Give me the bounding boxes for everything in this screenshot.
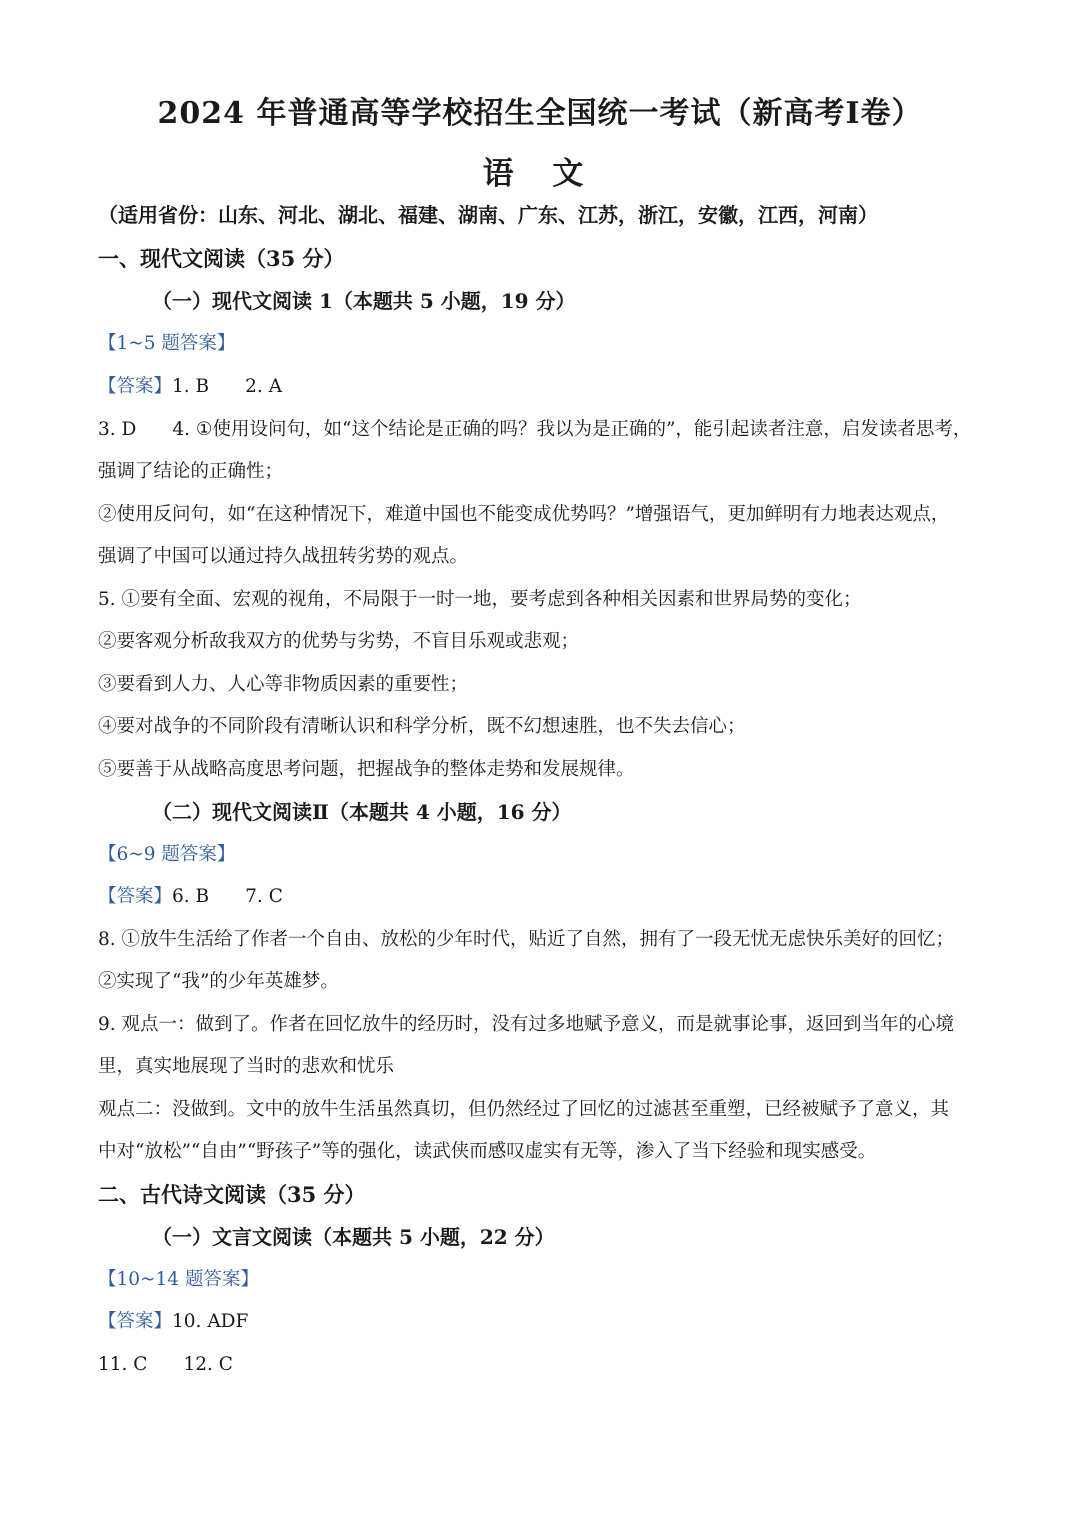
answer-range-tag: 【6~9 题答案】 (98, 844, 236, 865)
part-heading-modern-reading-2: （二）现代文阅读Ⅱ（本题共 4 小题，16 分） (152, 800, 572, 824)
exam-title: 2024 年普通高等学校招生全国统一考试（新高考Ⅰ卷） (157, 96, 923, 131)
answer-line (98, 884, 988, 910)
answer-range-tag: 【1~5 题答案】 (98, 333, 236, 354)
answer-line (98, 374, 988, 400)
answer-5-part: ④要对战争的不同阶段有清晰认识和科学分析，既不幻想速胜，也不失去信心； (98, 716, 746, 737)
answer-12: 12. C (183, 1354, 233, 1375)
answer-9-part: 里，真实地展现了当时的悲欢和忧乐 (98, 1056, 395, 1077)
answer-tag: 【答案】 (98, 376, 173, 397)
answer-2: 2. A (245, 376, 283, 397)
section-heading-modern-reading: 一、现代文阅读（35 分） (98, 246, 345, 271)
answer-5-part: ⑤要善于从战略高度思考问题，把握战争的整体走势和发展规律。 (98, 759, 635, 780)
answer-11: 11. C (98, 1354, 148, 1375)
answer-line (98, 417, 988, 443)
answer-4-part: 强调了结论的正确性； (98, 461, 284, 482)
subject-title: 语 文 (482, 156, 598, 192)
applicable-provinces: （适用省份：山东、河北、湖北、福建、湖南、广东、江苏，浙江，安徽，江西，河南） (98, 203, 878, 227)
answer-5-part: ③要看到人力、人心等非物质因素的重要性； (98, 674, 469, 695)
answer-5-part: ②要客观分析敌我双方的优势与劣势，不盲目乐观或悲观； (98, 631, 580, 652)
answer-line (98, 1352, 988, 1378)
answer-6: 6. B (172, 886, 210, 907)
part-heading-modern-reading-1: （一）现代文阅读 1（本题共 5 小题，19 分） (152, 289, 576, 313)
answer-4-part: ②使用反问句，如“在这种情况下，难道中国也不能变成优势吗？”增强语气，更加鲜明有力地表达观点， (98, 504, 950, 525)
part-heading-classical-prose: （一）文言文阅读（本题共 5 小题，22 分） (152, 1225, 555, 1249)
answer-5-part: 5. ①要有全面、宏观的视角，不局限于一时一地，要考虑到各种相关因素和世界局势的变化； (98, 589, 862, 610)
answer-8-part: 8. ①放牛生活给了作者一个自由、放松的少年时代，贴近了自然，拥有了一段无忧无虑快乐美好的回忆； (98, 929, 955, 950)
answer-4-part: 4. ①使用设问句，如“这个结论是正确的吗？我以为是正确的”，能引起读者注意，启发读者思考， (172, 419, 972, 440)
answer-10: 10. ADF (172, 1311, 249, 1332)
answer-line (98, 1309, 988, 1335)
answer-8-part: ②实现了“我”的少年英雄梦。 (98, 971, 339, 992)
answer-7: 7. C (245, 886, 283, 907)
section-heading-classical-reading: 二、古代诗文阅读（35 分） (98, 1182, 366, 1207)
answer-tag: 【答案】 (98, 1311, 173, 1332)
answer-tag: 【答案】 (98, 886, 173, 907)
answer-range-tag: 【10~14 题答案】 (98, 1269, 259, 1290)
answer-3: 3. D (98, 419, 137, 440)
answer-9-part: 9. 观点一：做到了。作者在回忆放牛的经历时，没有过多地赋予意义，而是就事论事，返回到当年的心境 (98, 1014, 955, 1035)
answer-9-part: 观点二：没做到。文中的放牛生活虽然真切，但仍然经过了回忆的过滤甚至重塑，已经被赋予了意义，其 (98, 1099, 950, 1120)
answer-4-part: 强调了中国可以通过持久战扭转劣势的观点。 (98, 546, 469, 567)
answer-1: 1. B (172, 376, 210, 397)
answer-9-part: 中对“放松”“自由”“野孩子”等的强化，读武侠而感叹虚实有无等，渗入了当下经验和现实感受。 (98, 1141, 877, 1162)
